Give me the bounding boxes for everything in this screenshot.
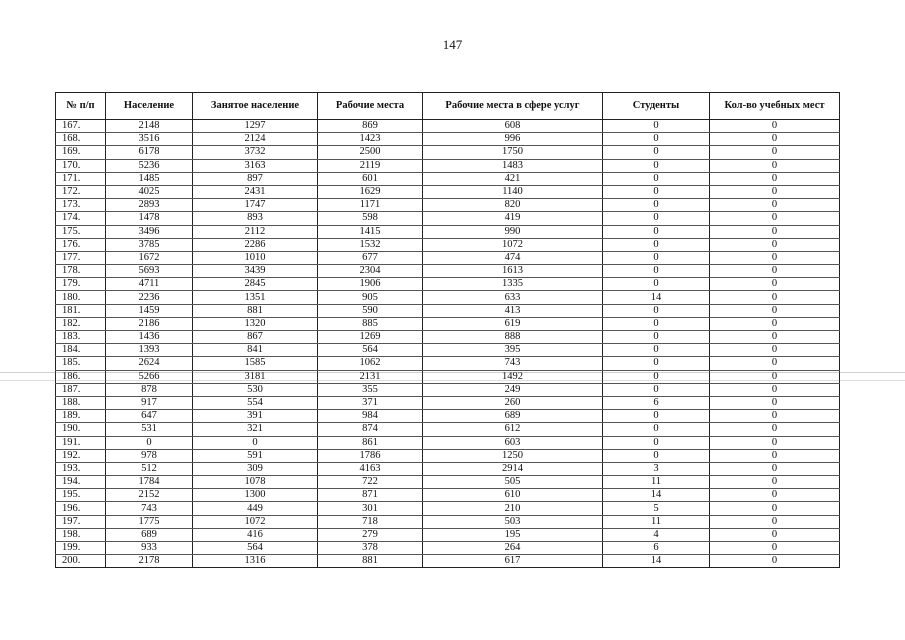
cell-students: 0 (603, 331, 710, 344)
cell-employed: 1297 (193, 120, 318, 133)
cell-study-places: 0 (710, 357, 840, 370)
cell-students: 0 (603, 370, 710, 383)
cell-employed: 1585 (193, 357, 318, 370)
cell-employed: 449 (193, 502, 318, 515)
cell-population: 1393 (106, 344, 193, 357)
table-row (56, 133, 840, 146)
cell-employed: 1320 (193, 317, 318, 330)
cell-number: 186. (56, 370, 106, 383)
cell-students: 0 (603, 278, 710, 291)
cell-service-jobs: 421 (423, 172, 603, 185)
cell-study-places: 0 (710, 370, 840, 383)
cell-employed: 1351 (193, 291, 318, 304)
cell-students: 6 (603, 396, 710, 409)
cell-population: 4025 (106, 185, 193, 198)
cell-number: 194. (56, 476, 106, 489)
cell-employed: 2431 (193, 185, 318, 198)
cell-jobs: 1171 (318, 199, 423, 212)
cell-population: 3496 (106, 225, 193, 238)
header-row (56, 93, 840, 120)
cell-service-jobs: 474 (423, 251, 603, 264)
cell-students: 0 (603, 265, 710, 278)
cell-number: 173. (56, 199, 106, 212)
cell-students: 0 (603, 383, 710, 396)
cell-population: 2186 (106, 317, 193, 330)
cell-study-places: 0 (710, 146, 840, 159)
cell-study-places: 0 (710, 225, 840, 238)
cell-students: 14 (603, 555, 710, 568)
cell-employed: 391 (193, 410, 318, 423)
cell-service-jobs: 743 (423, 357, 603, 370)
cell-number: 172. (56, 185, 106, 198)
cell-number: 182. (56, 317, 106, 330)
cell-employed: 893 (193, 212, 318, 225)
cell-service-jobs: 419 (423, 212, 603, 225)
cell-jobs: 871 (318, 489, 423, 502)
cell-number: 198. (56, 528, 106, 541)
table-row (56, 423, 840, 436)
cell-service-jobs: 1492 (423, 370, 603, 383)
cell-population: 689 (106, 528, 193, 541)
cell-employed: 309 (193, 462, 318, 475)
cell-study-places: 0 (710, 238, 840, 251)
cell-jobs: 1415 (318, 225, 423, 238)
cell-number: 170. (56, 159, 106, 172)
cell-study-places: 0 (710, 396, 840, 409)
cell-number: 192. (56, 449, 106, 462)
cell-number: 181. (56, 304, 106, 317)
cell-service-jobs: 1613 (423, 265, 603, 278)
cell-service-jobs: 195 (423, 528, 603, 541)
cell-jobs: 677 (318, 251, 423, 264)
cell-students: 6 (603, 542, 710, 555)
cell-study-places: 0 (710, 436, 840, 449)
cell-study-places: 0 (710, 423, 840, 436)
cell-employed: 1078 (193, 476, 318, 489)
cell-students: 11 (603, 476, 710, 489)
table-row (56, 542, 840, 555)
cell-jobs: 869 (318, 120, 423, 133)
table-row (56, 212, 840, 225)
cell-study-places: 0 (710, 212, 840, 225)
cell-study-places: 0 (710, 133, 840, 146)
cell-employed: 2845 (193, 278, 318, 291)
cell-service-jobs: 619 (423, 317, 603, 330)
cell-employed: 416 (193, 528, 318, 541)
table-row (56, 515, 840, 528)
cell-population: 933 (106, 542, 193, 555)
cell-jobs: 874 (318, 423, 423, 436)
cell-service-jobs: 612 (423, 423, 603, 436)
cell-students: 0 (603, 423, 710, 436)
cell-study-places: 0 (710, 172, 840, 185)
cell-students: 14 (603, 291, 710, 304)
cell-number: 175. (56, 225, 106, 238)
cell-study-places: 0 (710, 331, 840, 344)
cell-jobs: 378 (318, 542, 423, 555)
cell-service-jobs: 888 (423, 331, 603, 344)
cell-service-jobs: 260 (423, 396, 603, 409)
cell-students: 0 (603, 357, 710, 370)
table-row (56, 555, 840, 568)
cell-number: 195. (56, 489, 106, 502)
table-row (56, 462, 840, 475)
table-row (56, 449, 840, 462)
cell-population: 2624 (106, 357, 193, 370)
cell-jobs: 861 (318, 436, 423, 449)
table-row (56, 291, 840, 304)
table-row (56, 146, 840, 159)
cell-service-jobs: 413 (423, 304, 603, 317)
cell-study-places: 0 (710, 317, 840, 330)
cell-population: 3785 (106, 238, 193, 251)
cell-jobs: 881 (318, 555, 423, 568)
cell-employed: 2112 (193, 225, 318, 238)
cell-service-jobs: 633 (423, 291, 603, 304)
cell-service-jobs: 608 (423, 120, 603, 133)
cell-study-places: 0 (710, 291, 840, 304)
cell-employed: 1072 (193, 515, 318, 528)
table-body (56, 120, 840, 568)
cell-population: 512 (106, 462, 193, 475)
cell-study-places: 0 (710, 555, 840, 568)
cell-population: 5266 (106, 370, 193, 383)
cell-service-jobs: 996 (423, 133, 603, 146)
cell-jobs: 984 (318, 410, 423, 423)
table-row (56, 383, 840, 396)
cell-population: 917 (106, 396, 193, 409)
table-row (56, 278, 840, 291)
cell-service-jobs: 2914 (423, 462, 603, 475)
cell-study-places: 0 (710, 304, 840, 317)
cell-study-places: 0 (710, 344, 840, 357)
cell-service-jobs: 990 (423, 225, 603, 238)
table-row (56, 304, 840, 317)
cell-employed: 1316 (193, 555, 318, 568)
cell-employed: 1300 (193, 489, 318, 502)
cell-number: 185. (56, 357, 106, 370)
cell-jobs: 1786 (318, 449, 423, 462)
cell-population: 1485 (106, 172, 193, 185)
cell-study-places: 0 (710, 462, 840, 475)
cell-number: 184. (56, 344, 106, 357)
cell-employed: 3732 (193, 146, 318, 159)
table-row (56, 172, 840, 185)
cell-population: 2893 (106, 199, 193, 212)
cell-population: 2148 (106, 120, 193, 133)
cell-study-places: 0 (710, 476, 840, 489)
cell-number: 176. (56, 238, 106, 251)
cell-service-jobs: 503 (423, 515, 603, 528)
header-population: Население (106, 93, 193, 120)
cell-number: 183. (56, 331, 106, 344)
cell-service-jobs: 264 (423, 542, 603, 555)
table-row (56, 502, 840, 515)
cell-jobs: 301 (318, 502, 423, 515)
table-row (56, 317, 840, 330)
cell-students: 0 (603, 436, 710, 449)
cell-population: 1436 (106, 331, 193, 344)
table-row (56, 238, 840, 251)
cell-students: 0 (603, 199, 710, 212)
cell-population: 647 (106, 410, 193, 423)
cell-number: 196. (56, 502, 106, 515)
cell-employed: 530 (193, 383, 318, 396)
cell-employed: 3163 (193, 159, 318, 172)
cell-population: 1459 (106, 304, 193, 317)
cell-population: 743 (106, 502, 193, 515)
cell-service-jobs: 689 (423, 410, 603, 423)
cell-service-jobs: 1072 (423, 238, 603, 251)
cell-population: 2236 (106, 291, 193, 304)
table-row (56, 331, 840, 344)
cell-study-places: 0 (710, 528, 840, 541)
cell-students: 0 (603, 410, 710, 423)
cell-jobs: 1423 (318, 133, 423, 146)
cell-students: 14 (603, 489, 710, 502)
table-row (56, 159, 840, 172)
cell-employed: 564 (193, 542, 318, 555)
cell-population: 1478 (106, 212, 193, 225)
cell-study-places: 0 (710, 515, 840, 528)
cell-jobs: 4163 (318, 462, 423, 475)
cell-jobs: 905 (318, 291, 423, 304)
table-row (56, 410, 840, 423)
table-row (56, 265, 840, 278)
cell-students: 0 (603, 225, 710, 238)
cell-service-jobs: 1250 (423, 449, 603, 462)
cell-number: 174. (56, 212, 106, 225)
cell-study-places: 0 (710, 489, 840, 502)
cell-jobs: 2304 (318, 265, 423, 278)
table-row (56, 251, 840, 264)
cell-number: 179. (56, 278, 106, 291)
header-number: № п/п (56, 93, 106, 120)
header-study-places: Кол-во учебных мест (710, 93, 840, 120)
cell-number: 197. (56, 515, 106, 528)
cell-number: 171. (56, 172, 106, 185)
cell-number: 189. (56, 410, 106, 423)
cell-study-places: 0 (710, 185, 840, 198)
table-row (56, 225, 840, 238)
cell-population: 1784 (106, 476, 193, 489)
cell-jobs: 1062 (318, 357, 423, 370)
cell-students: 0 (603, 238, 710, 251)
cell-jobs: 1629 (318, 185, 423, 198)
cell-students: 4 (603, 528, 710, 541)
cell-population: 1775 (106, 515, 193, 528)
table-row (56, 476, 840, 489)
cell-students: 5 (603, 502, 710, 515)
cell-jobs: 885 (318, 317, 423, 330)
cell-service-jobs: 505 (423, 476, 603, 489)
cell-study-places: 0 (710, 199, 840, 212)
cell-population: 5236 (106, 159, 193, 172)
cell-jobs: 2119 (318, 159, 423, 172)
scan-artifact-line (0, 380, 905, 381)
cell-population: 5693 (106, 265, 193, 278)
table-row (56, 120, 840, 133)
cell-number: 168. (56, 133, 106, 146)
cell-jobs: 279 (318, 528, 423, 541)
table-row (56, 199, 840, 212)
cell-population: 0 (106, 436, 193, 449)
cell-number: 191. (56, 436, 106, 449)
cell-students: 0 (603, 146, 710, 159)
cell-students: 0 (603, 185, 710, 198)
cell-population: 2178 (106, 555, 193, 568)
table-row (56, 436, 840, 449)
cell-number: 180. (56, 291, 106, 304)
header-service-jobs: Рабочие места в сфере услуг (423, 93, 603, 120)
cell-students: 0 (603, 159, 710, 172)
table-row (56, 185, 840, 198)
cell-study-places: 0 (710, 251, 840, 264)
cell-jobs: 1269 (318, 331, 423, 344)
cell-employed: 881 (193, 304, 318, 317)
header-jobs: Рабочие места (318, 93, 423, 120)
cell-service-jobs: 610 (423, 489, 603, 502)
cell-number: 199. (56, 542, 106, 555)
cell-study-places: 0 (710, 449, 840, 462)
cell-number: 177. (56, 251, 106, 264)
cell-population: 531 (106, 423, 193, 436)
cell-study-places: 0 (710, 278, 840, 291)
cell-number: 167. (56, 120, 106, 133)
cell-employed: 897 (193, 172, 318, 185)
cell-population: 4711 (106, 278, 193, 291)
table-row (56, 489, 840, 502)
cell-number: 187. (56, 383, 106, 396)
cell-study-places: 0 (710, 410, 840, 423)
cell-number: 169. (56, 146, 106, 159)
cell-service-jobs: 395 (423, 344, 603, 357)
cell-number: 190. (56, 423, 106, 436)
cell-jobs: 371 (318, 396, 423, 409)
cell-number: 200. (56, 555, 106, 568)
cell-employed: 2124 (193, 133, 318, 146)
cell-students: 0 (603, 133, 710, 146)
cell-service-jobs: 249 (423, 383, 603, 396)
cell-population: 2152 (106, 489, 193, 502)
cell-jobs: 722 (318, 476, 423, 489)
table-row (56, 528, 840, 541)
cell-service-jobs: 1483 (423, 159, 603, 172)
cell-employed: 841 (193, 344, 318, 357)
header-students: Студенты (603, 93, 710, 120)
cell-jobs: 564 (318, 344, 423, 357)
cell-population: 6178 (106, 146, 193, 159)
cell-jobs: 355 (318, 383, 423, 396)
cell-employed: 3439 (193, 265, 318, 278)
cell-employed: 321 (193, 423, 318, 436)
data-table (55, 92, 840, 568)
cell-students: 0 (603, 344, 710, 357)
header-employed: Занятое население (193, 93, 318, 120)
cell-service-jobs: 617 (423, 555, 603, 568)
cell-study-places: 0 (710, 159, 840, 172)
cell-employed: 867 (193, 331, 318, 344)
cell-students: 0 (603, 251, 710, 264)
page-number: 147 (442, 37, 463, 52)
cell-students: 0 (603, 212, 710, 225)
cell-employed: 0 (193, 436, 318, 449)
cell-jobs: 1906 (318, 278, 423, 291)
table-row (56, 396, 840, 409)
cell-employed: 554 (193, 396, 318, 409)
table-row (56, 357, 840, 370)
cell-number: 178. (56, 265, 106, 278)
scan-artifact-line (0, 372, 905, 373)
cell-service-jobs: 820 (423, 199, 603, 212)
cell-jobs: 598 (318, 212, 423, 225)
cell-population: 3516 (106, 133, 193, 146)
cell-jobs: 2131 (318, 370, 423, 383)
table-row (56, 344, 840, 357)
cell-population: 978 (106, 449, 193, 462)
cell-employed: 591 (193, 449, 318, 462)
cell-employed: 1010 (193, 251, 318, 264)
cell-study-places: 0 (710, 265, 840, 278)
cell-students: 0 (603, 172, 710, 185)
cell-jobs: 1532 (318, 238, 423, 251)
cell-students: 0 (603, 120, 710, 133)
cell-number: 193. (56, 462, 106, 475)
cell-study-places: 0 (710, 542, 840, 555)
cell-employed: 3181 (193, 370, 318, 383)
cell-population: 1672 (106, 251, 193, 264)
cell-service-jobs: 603 (423, 436, 603, 449)
cell-study-places: 0 (710, 502, 840, 515)
cell-service-jobs: 210 (423, 502, 603, 515)
cell-study-places: 0 (710, 383, 840, 396)
cell-service-jobs: 1140 (423, 185, 603, 198)
cell-students: 0 (603, 449, 710, 462)
cell-jobs: 718 (318, 515, 423, 528)
cell-students: 0 (603, 304, 710, 317)
cell-jobs: 601 (318, 172, 423, 185)
cell-jobs: 2500 (318, 146, 423, 159)
cell-students: 11 (603, 515, 710, 528)
cell-study-places: 0 (710, 120, 840, 133)
cell-students: 0 (603, 317, 710, 330)
cell-students: 3 (603, 462, 710, 475)
cell-employed: 1747 (193, 199, 318, 212)
cell-jobs: 590 (318, 304, 423, 317)
cell-number: 188. (56, 396, 106, 409)
cell-service-jobs: 1335 (423, 278, 603, 291)
cell-employed: 2286 (193, 238, 318, 251)
cell-population: 878 (106, 383, 193, 396)
cell-service-jobs: 1750 (423, 146, 603, 159)
